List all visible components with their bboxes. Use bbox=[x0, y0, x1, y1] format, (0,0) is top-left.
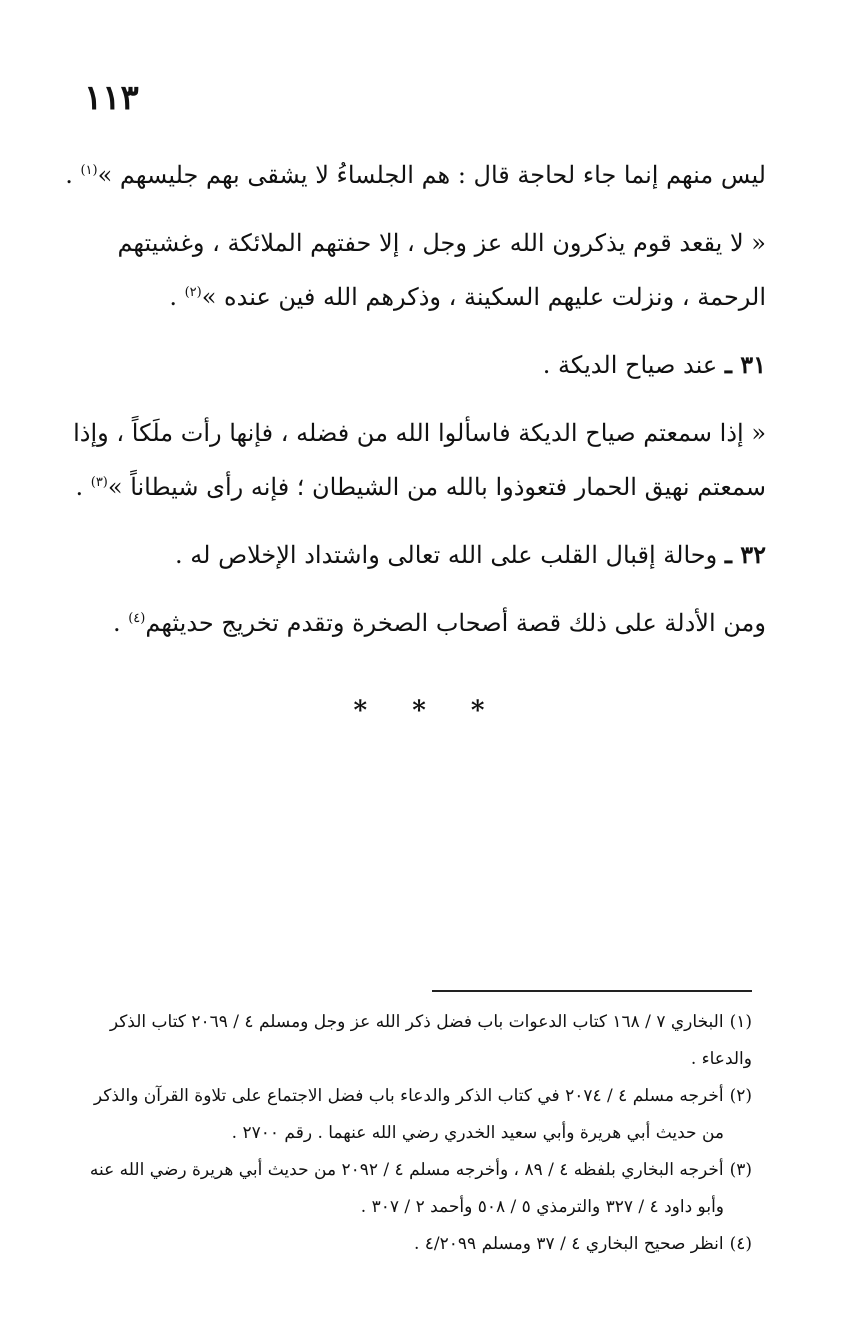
footnote-text: أخرجه مسلم ٤ / ٢٠٧٤ في كتاب الذكر والدعاء باب فضل الاجتماع على تلاوة القرآن والذكر bbox=[93, 1086, 724, 1106]
section-divider-stars: * * * bbox=[353, 696, 503, 726]
paragraph-3-line-2: سمعتم نهيق الحمار فتعوذوا بالله من الشيطان ؛ فإنه رأى شيطاناً » bbox=[107, 473, 766, 501]
paragraph-3 bbox=[62, 406, 766, 514]
footnote-text: أخرجه البخاري بلفظه ٤ / ٨٩ ، وأخرجه مسلم ٤ / ٢٠٩٢ من حديث أبي هريرة رضي الله عنه bbox=[89, 1160, 724, 1180]
footnote-2 bbox=[58, 1078, 752, 1152]
paragraph-2-line-2: الرحمة ، ونزلت عليهم السكينة ، وذكرهم الله فين عنده » bbox=[201, 283, 766, 311]
section-number-32: ٣٢ ـ bbox=[724, 540, 766, 569]
footnotes bbox=[58, 1004, 752, 1263]
section-number-31: ٣١ ـ bbox=[724, 350, 766, 379]
footnote-marker: (٤) bbox=[729, 1234, 752, 1254]
footnote-text-continued: والدعاء . bbox=[690, 1049, 752, 1069]
section-heading-32 bbox=[62, 528, 766, 582]
footnote-text-continued: من حديث أبي هريرة وأبي سعيد الخدري رضي الله عنهما . رقم ٢٧٠٠ . bbox=[231, 1123, 724, 1143]
main-text bbox=[62, 148, 766, 650]
paragraph-4-tail: . bbox=[112, 609, 129, 637]
paragraph-2 bbox=[62, 216, 766, 324]
footnote-marker: (٢) bbox=[729, 1086, 752, 1106]
paragraph-1 bbox=[62, 148, 766, 202]
paragraph-1-text: ليس منهم إنما جاء لحاجة قال : هم الجلساءُ لا يشقى بهم جليسهم » bbox=[97, 161, 766, 189]
footnote-marker: (١) bbox=[729, 1012, 752, 1032]
footnote-4 bbox=[58, 1226, 752, 1263]
paragraph-4-text: ومن الأدلة على ذلك قصة أصحاب الصخرة وتقدم تخريج حديثهم bbox=[145, 609, 766, 637]
footnote-ref-2[interactable]: (٢) bbox=[184, 285, 202, 300]
section-title-31: عند صياح الديكة . bbox=[542, 351, 725, 379]
paragraph-2-tail: . bbox=[169, 283, 185, 311]
section-heading-31 bbox=[62, 338, 766, 392]
paragraph-2-line-1: « لا يقعد قوم يذكرون الله عز وجل ، إلا حفتهم الملائكة ، وغشيتهم bbox=[117, 229, 766, 257]
paragraph-1-tail: . bbox=[65, 161, 81, 189]
section-title-32: وحالة إقبال القلب على الله تعالى واشتداد الإخلاص له . bbox=[175, 541, 725, 569]
paragraph-3-tail: . bbox=[75, 473, 91, 501]
footnote-3 bbox=[58, 1152, 752, 1226]
footnote-text-continued: وأبو داود ٤ / ٣٢٧ والترمذي ٥ / ٥٠٨ وأحمد ٢ / ٣٠٧ . bbox=[360, 1197, 724, 1217]
paragraph-4 bbox=[62, 596, 766, 650]
footnote-1 bbox=[58, 1004, 752, 1078]
footnote-marker: (٣) bbox=[729, 1160, 752, 1180]
footnote-ref-4[interactable]: (٤) bbox=[128, 611, 146, 626]
footnote-ref-1[interactable]: (١) bbox=[80, 163, 98, 178]
footnote-text: البخاري ٧ / ١٦٨ كتاب الدعوات باب فضل ذكر الله عز وجل ومسلم ٤ / ٢٠٦٩ كتاب الذكر bbox=[109, 1012, 724, 1032]
footnote-separator bbox=[432, 990, 752, 992]
footnote-text: انظر صحيح البخاري ٤ / ٣٧ ومسلم ٤/٢٠٩٩ . bbox=[413, 1234, 724, 1254]
footnote-ref-3[interactable]: (٣) bbox=[90, 475, 108, 490]
page-number: ١١٣ bbox=[84, 78, 139, 118]
paragraph-3-line-1: « إذا سمعتم صياح الديكة فاسألوا الله من فضله ، فإنها رأت ملَكاً ، وإذا bbox=[73, 419, 766, 447]
